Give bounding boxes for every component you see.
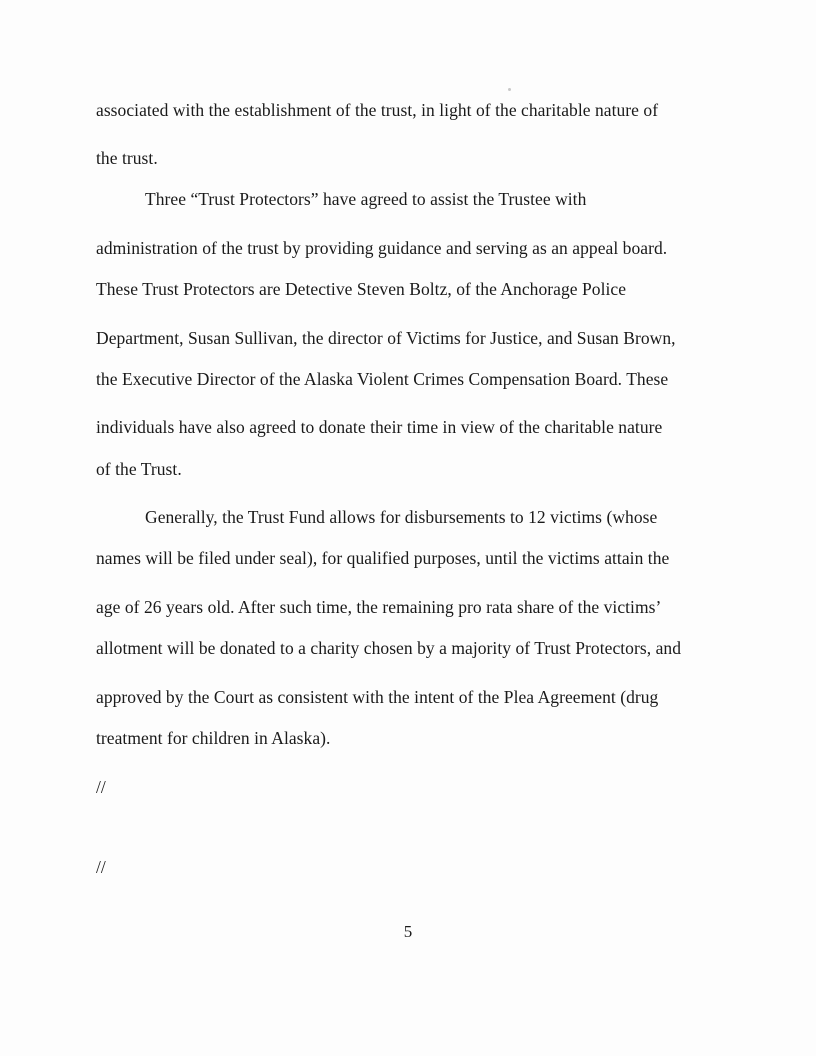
paragraph-2-line-4: Department, Susan Sullivan, the director of Victims for Justice, and Susan Brown, <box>96 328 676 348</box>
section-break-2: // <box>96 857 106 877</box>
paragraph-1-line-1: associated with the establishment of the trust, in light of the charitable nature of <box>96 100 659 120</box>
paragraph-2-line-3: These Trust Protectors are Detective Steven Boltz, of the Anchorage Police <box>96 279 627 299</box>
paragraph-2-line-1: Three “Trust Protectors” have agreed to assist the Trustee with <box>145 189 587 209</box>
paragraph-3-line-1: Generally, the Trust Fund allows for disbursements to 12 victims (whose <box>145 507 658 527</box>
page-number: 5 <box>403 922 413 941</box>
section-break-1: // <box>96 777 106 797</box>
paragraph-2-line-7: of the Trust. <box>96 459 182 479</box>
paragraph-3-line-2: names will be filed under seal), for qualified purposes, until the victims attain the <box>96 548 670 568</box>
paragraph-3-line-3: age of 26 years old. After such time, the remaining pro rata share of the victims’ <box>96 597 662 617</box>
paragraph-3-line-6: treatment for children in Alaska). <box>96 728 331 748</box>
paragraph-2-line-5: the Executive Director of the Alaska Violent Crimes Compensation Board. These <box>96 369 669 389</box>
paragraph-1-line-2: the trust. <box>96 148 158 168</box>
scan-artifact <box>508 88 511 91</box>
paragraph-2-line-6: individuals have also agreed to donate their time in view of the charitable nature <box>96 417 663 437</box>
paragraph-3-line-4: allotment will be donated to a charity chosen by a majority of Trust Protectors, and <box>96 638 681 658</box>
paragraph-2-line-2: administration of the trust by providing guidance and serving as an appeal board. <box>96 238 668 258</box>
paragraph-3-line-5: approved by the Court as consistent with the intent of the Plea Agreement (drug <box>96 687 659 707</box>
